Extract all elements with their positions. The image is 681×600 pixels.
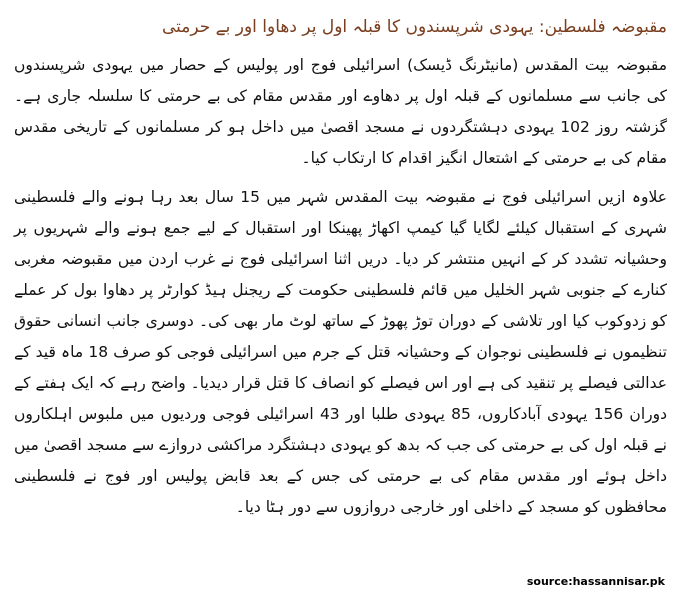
article-headline: مقبوضہ فلسطین: یہودی شرپسندوں کا قبلہ اول پر دھاوا اور بے حرمتی: [161, 17, 667, 37]
article-paragraph-2: علاوہ ازیں اسرائیلی فوج نے مقبوضہ بیت المقدس شہر میں 15 سال بعد رہا ہونے والے فلسطینی شہری کے استقبال کیلئے لگایا گیا کیمپ اکھاڑ پھینکا اور استقبال کے لیے جمع ہونے والے شہریوں پر وحشیانہ تشدد کر کے انہیں منتشر کر دیا۔ دریں اثنا اسرائیلی فوج نے غرب اردن میں مقبوضہ مغربی کنارے کے جنوبی شہر الخلیل میں قائم فلسطینی حکومت کے ریجنل ہیڈ کوارٹر پر دھاوا بول کر عملے کو زدوکوب کیا اور تلاشی کے دوران توڑ پھوڑ کے ساتھ لوٹ مار بھی کی۔ دوسری جانب انسانی حقوق تنظیموں نے فلسطینی نوجوان کے وحشیانہ قتل کے جرم میں اسرائیلی فوجی کو صرف 18 ماہ قید کے عدالتی فیصلے پر تنقید کی ہے اور اس فیصلے کو انصاف کا قتل قرار دیدیا۔ واضح رہے کہ ایک ہفتے کے دوران 156 یہودی آبادکاروں، 85 یہودی طلبا اور 43 اسرائیلی فوجی وردیوں میں ملبوس اہلکاروں نے قبلہ اول کی بے حرمتی کی جب کہ بدھ کو یہودی دہشتگرد مراکشی دروازے سے مسجد اقصیٰ میں داخل ہوئے اور مقدس مقام کی بے حرمتی کی جس کے بعد قابض پولیس اور فوج نے فلسطینی محافظوں کو مسجد کے داخلی اور خارجی دروازوں سے دور ہٹا دیا۔: [14, 188, 668, 516]
source-credit: source:hassannisar.pk: [526, 575, 665, 588]
article: [14, 10, 667, 600]
article-paragraph-1: مقبوضہ بیت المقدس (مانیٹرنگ ڈیسک) اسرائیلی فوج اور پولیس کے حصار میں یہودی شرپسندوں کی جانب سے مسلمانوں کے قبلہ اول پر دھاوے اور مقدس مقام کی بے حرمتی کا سلسلہ جاری ہے۔ گزشتہ روز 102 یہودی دہشتگردوں نے مسجد اقصیٰ میں داخل ہو کر مسلمانوں کے تاریخی مقدس مقام کی بے حرمتی کے اشتعال انگیز اقدام کا ارتکاب کیا۔: [14, 56, 667, 167]
